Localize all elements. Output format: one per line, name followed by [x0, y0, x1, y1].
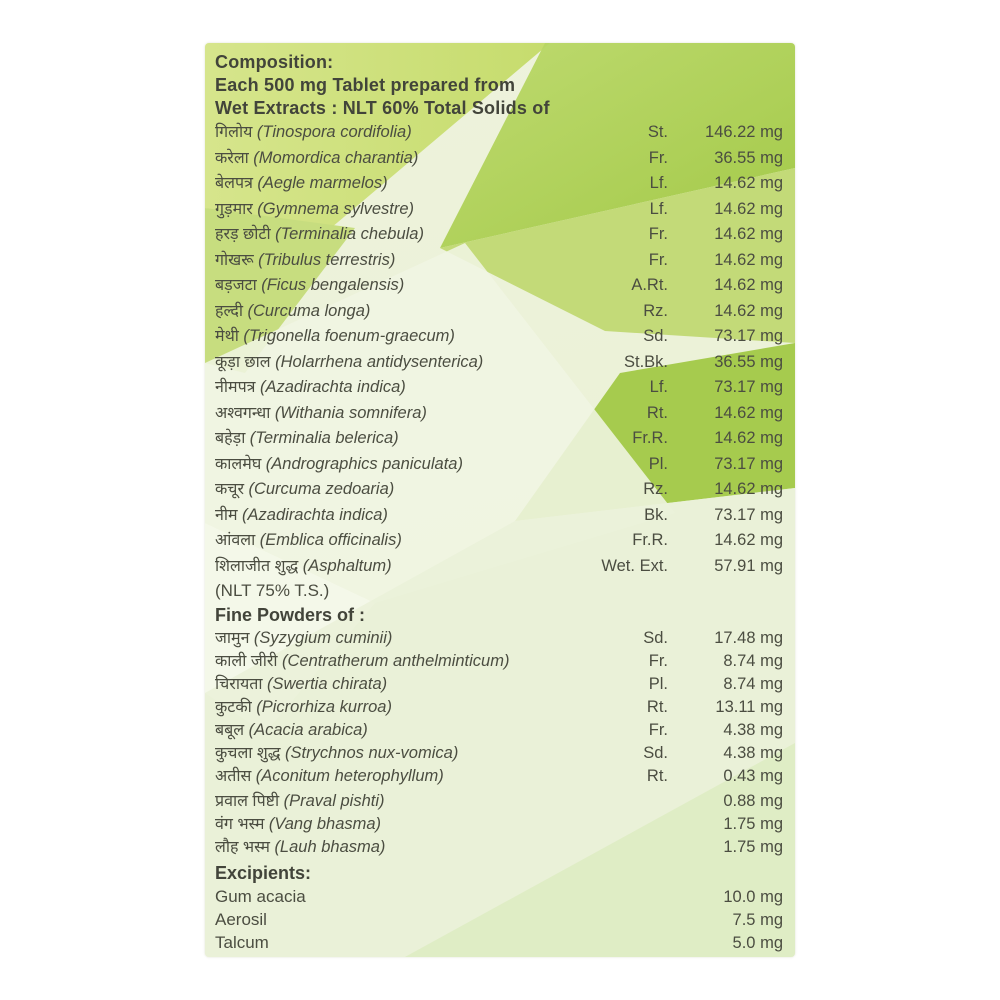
ingredient-row: [215, 765, 783, 788]
ingredient-part: Sd.: [643, 629, 668, 647]
ingredient-latin-name: (Vang bhasma): [268, 815, 382, 833]
ingredient-name: [215, 171, 568, 197]
ingredient-amount: 8.74 mg: [723, 675, 783, 693]
ingredient-row: [215, 401, 783, 427]
ingredient-part: Fr.: [648, 721, 668, 739]
ingredient-row: [215, 324, 783, 350]
ingredient-name: [215, 299, 568, 325]
excipients-list: [215, 885, 783, 954]
ingredient-amount: 14.62 mg: [714, 403, 783, 422]
ingredient-latin-name: (Azadirachta indica): [259, 378, 406, 396]
ingredient-name: [215, 350, 568, 376]
ingredient-hindi-name: प्रवाल पिष्टी: [215, 793, 280, 810]
excipient-name: Aerosil: [215, 910, 267, 929]
ingredient-name: [215, 120, 568, 146]
composition-subtitle-line2: Each 500 mg Tablet prepared from: [215, 75, 516, 95]
ingredient-hindi-name: हल्दी: [215, 302, 244, 320]
ingredient-latin-name: (Swertia chirata): [267, 675, 388, 693]
ingredient-hindi-name: वंग भस्म: [215, 816, 265, 833]
ingredient-row: [215, 197, 783, 223]
ingredient-row: [215, 120, 783, 146]
ingredient-hindi-name: नीमपत्र: [215, 379, 256, 396]
ingredient-amount: 36.55 mg: [714, 352, 783, 371]
ingredient-latin-name: (Terminalia chebula): [275, 225, 424, 243]
ingredient-row: [215, 222, 783, 248]
ingredient-row: [215, 375, 783, 401]
ingredient-hindi-name: आंवला: [215, 532, 256, 549]
ingredient-part: Fr.R.: [632, 531, 668, 549]
ingredient-latin-name: (Picrorhiza kurroa): [256, 698, 392, 716]
label-content: [205, 43, 795, 954]
ingredient-part: Rt.: [646, 698, 668, 716]
ingredient-amount: 14.62 mg: [714, 531, 783, 549]
fine-powders-heading: Fine Powders of :: [215, 605, 366, 625]
ingredient-hindi-name: जामुन: [215, 630, 250, 647]
ingredient-amount: 14.62 mg: [714, 480, 783, 498]
ingredient-amount: 4.38 mg: [723, 744, 783, 762]
excipients-heading: Excipients:: [215, 863, 312, 883]
ingredient-hindi-name: बड़जटा: [215, 277, 257, 294]
excipient-name: Talcum: [215, 933, 269, 952]
ingredient-row: [215, 673, 783, 696]
ingredient-hindi-name: गोखरू: [215, 251, 254, 269]
ingredient-name: [215, 650, 568, 673]
ingredient-hindi-name: कूड़ा छाल: [215, 353, 271, 371]
ingredient-latin-name: (Tinospora cordifolia): [256, 123, 412, 141]
ingredient-name: [215, 765, 568, 788]
excipient-name: Gum acacia: [215, 887, 306, 906]
ingredient-name: [215, 719, 568, 742]
excipient-row: [215, 931, 783, 954]
wet-extracts-list: [215, 120, 783, 579]
ingredient-amount: 14.62 mg: [714, 250, 783, 269]
ingredient-part: Rt.: [646, 767, 668, 785]
ingredient-latin-name: (Andrographics paniculata): [265, 454, 463, 473]
ingredient-latin-name: (Trigonella foenum-graecum): [243, 327, 455, 345]
ingredient-name: [215, 273, 568, 299]
ingredient-amount: 0.43 mg: [723, 767, 783, 785]
ingredient-name: [215, 426, 568, 452]
ingredient-row: [215, 171, 783, 197]
ingredient-hindi-name: बेलपत्र: [215, 175, 253, 192]
ingredient-amount: 73.17 mg: [714, 327, 783, 345]
ingredient-part: Sd.: [643, 327, 668, 345]
ingredient-hindi-name: बहेड़ा: [215, 430, 246, 447]
ingredient-amount: 1.75 mg: [723, 815, 783, 833]
ingredient-name: [215, 248, 568, 274]
ingredient-amount: 57.91 mg: [714, 556, 783, 575]
ingredient-row: [215, 554, 783, 580]
ingredient-hindi-name: कचूर: [215, 481, 244, 498]
ingredient-row: [215, 146, 783, 172]
ingredient-amount: 0.88 mg: [723, 792, 783, 810]
minerals-list: [215, 790, 783, 859]
ingredient-row: [215, 790, 783, 813]
ingredient-row: [215, 528, 783, 554]
ingredient-row: [215, 650, 783, 673]
ingredient-amount: 36.55 mg: [714, 148, 783, 167]
ingredient-hindi-name: गिलोय: [215, 124, 253, 141]
ingredient-name: [215, 401, 568, 427]
ingredient-part: Lf.: [649, 199, 668, 218]
ingredient-name: [215, 790, 568, 813]
nlt-note: (NLT 75% T.S.): [215, 581, 330, 600]
ingredient-row: [215, 742, 783, 765]
ingredient-name: [215, 673, 568, 696]
ingredient-part: Pl.: [648, 454, 668, 473]
ingredient-part: St.: [647, 123, 668, 141]
ingredient-hindi-name: लौह भस्म: [215, 839, 270, 856]
ingredient-part: Fr.: [648, 250, 668, 269]
ingredient-part: Rt.: [646, 403, 668, 422]
ingredient-latin-name: (Acacia arabica): [248, 721, 368, 739]
ingredient-hindi-name: गुड़मार: [215, 200, 253, 218]
ingredient-part: Bk.: [644, 505, 668, 524]
fine-powders-list: [215, 627, 783, 788]
excipient-amount: 5.0 mg: [732, 934, 783, 952]
ingredient-amount: 14.62 mg: [714, 199, 783, 218]
ingredient-name: [215, 627, 568, 650]
ingredient-amount: 73.17 mg: [714, 454, 783, 473]
ingredient-part: Lf.: [649, 174, 668, 192]
ingredient-latin-name: (Withania somnifera): [274, 403, 427, 422]
ingredient-hindi-name: अतीस: [215, 768, 252, 785]
ingredient-latin-name: (Momordica charantia): [253, 148, 419, 167]
ingredient-name: [215, 503, 568, 529]
ingredient-amount: 14.62 mg: [714, 174, 783, 192]
ingredient-amount: 17.48 mg: [714, 629, 783, 647]
ingredient-hindi-name: हरड़ छोटी: [215, 226, 271, 243]
ingredient-hindi-name: बबूल: [215, 722, 245, 739]
ingredient-name: [215, 375, 568, 401]
ingredient-amount: 4.38 mg: [723, 721, 783, 739]
ingredient-row: [215, 719, 783, 742]
composition-subtitle-line3: Wet Extracts : NLT 60% Total Solids of: [215, 98, 550, 118]
ingredient-name: [215, 742, 568, 765]
composition-title: Composition:: [215, 52, 334, 72]
ingredient-amount: 14.62 mg: [714, 225, 783, 243]
ingredient-part: St.Bk.: [623, 352, 668, 371]
ingredient-amount: 1.75 mg: [723, 838, 783, 856]
ingredient-part: Lf.: [649, 378, 668, 396]
ingredient-hindi-name: कुटकी: [215, 699, 252, 716]
excipient-row: [215, 885, 783, 908]
ingredient-latin-name: (Curcuma longa): [247, 301, 371, 320]
ingredient-part: Fr.: [648, 148, 668, 167]
ingredient-hindi-name: कुचला शुद्ध: [215, 745, 281, 762]
ingredient-name: [215, 222, 568, 248]
ingredient-latin-name: (Praval pishti): [283, 792, 385, 810]
ingredient-latin-name: (Asphaltum): [302, 556, 392, 575]
ingredient-row: [215, 248, 783, 274]
ingredient-hindi-name: कालमेघ: [215, 455, 262, 473]
ingredient-part: Rz.: [643, 301, 668, 320]
ingredient-row: [215, 273, 783, 299]
ingredient-hindi-name: चिरायता: [215, 676, 263, 693]
ingredient-part: Pl.: [648, 675, 668, 693]
ingredient-name: [215, 197, 568, 223]
ingredient-row: [215, 350, 783, 376]
ingredient-part: A.Rt.: [631, 276, 668, 294]
excipient-amount: 7.5 mg: [732, 911, 783, 929]
ingredient-part: Sd.: [643, 744, 668, 762]
ingredient-name: [215, 324, 568, 350]
ingredient-row: [215, 813, 783, 836]
excipient-amount: 10.0 mg: [723, 888, 783, 906]
ingredient-part: Rz.: [643, 480, 668, 498]
ingredient-name: [215, 477, 568, 503]
ingredient-part: Fr.R.: [632, 429, 668, 447]
ingredient-row: [215, 627, 783, 650]
ingredient-amount: 8.74 mg: [723, 652, 783, 670]
ingredient-latin-name: (Centratherum anthelminticum): [282, 652, 510, 670]
ingredient-latin-name: (Azadirachta indica): [242, 505, 388, 524]
ingredient-amount: 14.62 mg: [714, 276, 783, 294]
ingredient-row: [215, 503, 783, 529]
ingredient-hindi-name: काली जीरी: [215, 653, 278, 670]
ingredient-latin-name: (Terminalia belerica): [249, 429, 399, 447]
ingredient-part: Fr.: [648, 652, 668, 670]
ingredient-latin-name: (Gymnema sylvestre): [257, 199, 415, 218]
excipient-row: [215, 908, 783, 931]
ingredient-latin-name: (Holarrhena antidysenterica): [275, 352, 484, 371]
ingredient-amount: 13.11 mg: [715, 698, 783, 716]
ingredient-latin-name: (Lauh bhasma): [274, 838, 386, 856]
ingredient-latin-name: (Ficus bengalensis): [261, 276, 405, 294]
ingredient-amount: 73.17 mg: [714, 378, 783, 396]
ingredient-latin-name: (Syzygium cuminii): [253, 629, 393, 647]
ingredient-name: [215, 554, 568, 580]
ingredient-hindi-name: करेला: [215, 149, 249, 167]
ingredient-hindi-name: नीम: [215, 506, 238, 524]
ingredient-part: Wet. Ext.: [601, 556, 668, 575]
composition-label: [205, 43, 795, 957]
ingredient-row: [215, 299, 783, 325]
ingredient-hindi-name: शिलाजीत शुद्ध: [215, 557, 299, 575]
ingredient-amount: 73.17 mg: [714, 505, 783, 524]
ingredient-row: [215, 477, 783, 503]
ingredient-latin-name: (Curcuma zedoaria): [248, 480, 395, 498]
ingredient-amount: 146.22 mg: [705, 123, 783, 141]
ingredient-row: [215, 426, 783, 452]
ingredient-name: [215, 146, 568, 172]
ingredient-hindi-name: मेथी: [215, 328, 239, 345]
ingredient-row: [215, 836, 783, 859]
ingredient-latin-name: (Tribulus terrestris): [258, 250, 396, 269]
ingredient-name: [215, 696, 568, 719]
ingredient-latin-name: (Aconitum heterophyllum): [255, 767, 444, 785]
ingredient-name: [215, 528, 568, 554]
ingredient-name: [215, 452, 568, 478]
ingredient-name: [215, 813, 568, 836]
ingredient-latin-name: (Emblica officinalis): [259, 531, 402, 549]
ingredient-latin-name: (Aegle marmelos): [257, 174, 388, 192]
ingredient-latin-name: (Strychnos nux-vomica): [285, 744, 459, 762]
ingredient-amount: 14.62 mg: [714, 429, 783, 447]
ingredient-row: [215, 696, 783, 719]
ingredient-hindi-name: अश्वगन्धा: [215, 404, 271, 422]
ingredient-amount: 14.62 mg: [714, 301, 783, 320]
ingredient-row: [215, 452, 783, 478]
ingredient-part: Fr.: [648, 225, 668, 243]
ingredient-name: [215, 836, 568, 859]
